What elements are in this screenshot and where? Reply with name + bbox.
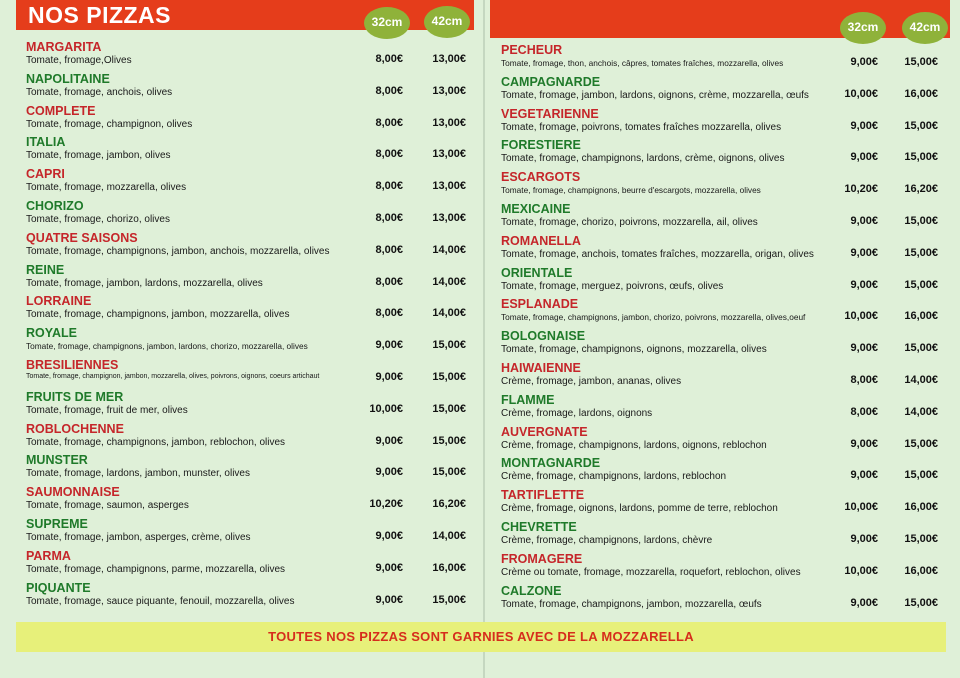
pizza-ingredients: Tomate, fromage, mozzarella, olives [26,182,187,194]
pizza-ingredients: Tomate, fromage, thon, anchois, câpres, tomates fraîches, mozzarella, olives [501,58,784,68]
price-42cm: 15,00€ [904,119,938,132]
price-42cm: 15,00€ [904,596,938,609]
pizza-name: HAIWAIENNE [501,361,581,375]
price-32cm: 8,00€ [850,374,878,386]
price-42cm: 15,00€ [904,278,938,291]
price-32cm: 9,00€ [375,561,403,574]
pizza-ingredients: Tomate, fromage, lardons, jambon, munster, olives [26,468,250,480]
price-32cm: 9,00€ [850,215,878,227]
price-32cm: 9,00€ [850,533,878,545]
price-32cm: 9,00€ [850,342,878,355]
pizza-name: ROMANELLA [501,233,581,248]
price-42cm: 15,00€ [904,215,938,227]
price-32cm: 9,00€ [375,530,403,542]
price-32cm: 9,00€ [850,469,878,482]
price-42cm: 16,00€ [432,561,466,574]
page-title: NOS PIZZAS [28,2,172,28]
pizza-name: FRUITS DE MER [26,389,124,404]
price-32cm: 9,00€ [850,596,878,609]
price-32cm: 8,00€ [375,84,403,97]
pizza-ingredients: Tomate, fromage, champignons, jambon, chorizo, poivrons, mozzarella, olives,oeuf [501,312,806,323]
size-badge-42-left: 42cm [424,6,470,38]
pizza-name: MONTAGNARDE [501,456,601,471]
price-42cm: 15,00€ [904,533,938,545]
size-badge-32-left: 32cm [364,7,410,39]
price-42cm: 13,00€ [432,148,466,161]
pizza-name: CHORIZO [26,199,84,213]
price-32cm: 10,00€ [844,564,878,577]
pizza-name: ESCARGOTS [501,170,581,185]
pizza-name: SUPREME [26,517,88,531]
pizza-ingredients: Tomate, fromage, sauce piquante, fenouil, mozzarella, olives [26,595,295,607]
pizza-name: BRESILIENNES [26,358,119,372]
pizza-ingredients: Crème, fromage, jambon, ananas, olives [501,376,682,387]
price-42cm: 15,00€ [904,342,938,355]
price-32cm: 8,00€ [375,243,403,256]
pizza-name: CALZONE [501,583,562,598]
pizza-name: BOLOGNAISE [501,329,586,344]
price-32cm: 9,00€ [375,339,403,352]
pizza-ingredients: Tomate, fromage, poivrons, tomates fraîches mozzarella, olives [501,121,782,133]
pizza-ingredients: Tomate, fromage, champignon, jambon, mozzarella, olives, poivrons, oignons, coeurs artichaut [26,373,320,380]
pizza-name: MEXICAINE [501,202,571,216]
price-42cm: 13,00€ [432,116,466,129]
pizza-name: VEGETARIENNE [501,106,599,121]
pizza-name: ROBLOCHENNE [26,421,124,436]
price-32cm: 8,00€ [375,212,403,224]
pizza-name: SAUMONNAISE [26,485,120,500]
pizza-ingredients: Tomate, fromage, champignons, oignons, mozzarella, olives [501,344,767,356]
pizza-name: REINE [26,262,65,277]
price-42cm: 15,00€ [432,466,466,479]
pizza-name: PIQUANTE [26,580,91,595]
pizza-ingredients: Tomate, fromage, chorizo, poivrons, mozzarella, ail, olives [501,217,758,228]
footer-banner [16,622,946,652]
price-42cm: 15,00€ [432,402,466,415]
pizza-ingredients: Tomate, fromage, champignon, olives [26,118,193,130]
price-32cm: 10,00€ [844,501,878,514]
price-32cm: 8,00€ [375,275,403,288]
pizza-ingredients: Tomate, fromage, champignons, jambon, reblochon, olives [26,436,286,448]
pizza-name: FROMAGERE [501,551,583,566]
price-42cm: 13,00€ [432,84,466,97]
price-42cm: 14,00€ [904,374,938,386]
price-32cm: 8,00€ [375,53,403,65]
price-32cm: 9,00€ [375,593,403,606]
pizza-ingredients: Crème, fromage, champignons, lardons, oignons, reblochon [501,439,767,451]
price-42cm: 16,00€ [904,87,938,100]
pizza-name: NAPOLITAINE [26,71,110,86]
pizza-name: FLAMME [501,392,555,407]
pizza-name: ROYALE [26,326,77,341]
price-42cm: 14,00€ [432,275,466,288]
price-32cm: 9,00€ [850,151,878,164]
price-32cm: 9,00€ [850,278,878,291]
footer-note: TOUTES NOS PIZZAS SONT GARNIES AVEC DE LA MOZZARELLA [268,629,694,644]
price-32cm: 9,00€ [850,437,878,450]
price-42cm: 14,00€ [432,530,466,542]
price-32cm: 10,00€ [369,402,403,415]
pizza-ingredients: Tomate, fromage, champignons, jambon, mozzarella, olives [26,309,290,321]
pizza-ingredients: Crème, fromage, oignons, lardons, pomme de terre, reblochon [501,503,778,515]
price-32cm: 9,00€ [850,246,878,259]
pizza-ingredients: Tomate, fromage, jambon, lardons, mozzarella, olives [26,277,263,289]
pizza-ingredients: Crème, fromage, lardons, oignons [501,407,653,419]
pizza-name: MARGARITA [26,40,102,54]
price-42cm: 16,00€ [904,310,938,323]
pizza-name: FORESTIERE [501,138,581,153]
pizza-ingredients: Tomate, fromage, champignons, lardons, crème, oignons, olives [501,153,785,165]
pizza-name: MUNSTER [26,453,88,468]
pizza-name: ESPLANADE [501,297,579,312]
price-42cm: 16,20€ [432,498,466,511]
price-42cm: 14,00€ [432,307,466,320]
pizza-name: TARTIFLETTE [501,488,585,503]
price-32cm: 10,00€ [844,87,878,100]
pizza-ingredients: Tomate, fromage, chorizo, olives [26,214,170,225]
price-42cm: 15,00€ [432,593,466,606]
price-42cm: 13,00€ [432,53,466,65]
price-32cm: 9,00€ [850,56,878,68]
pizza-name: AUVERGNATE [501,424,588,439]
pizza-ingredients: Tomate, fromage, jambon, asperges, crème, olives [26,532,251,543]
price-42cm: 16,00€ [904,501,938,514]
pizza-name: COMPLETE [26,103,96,118]
pizza-name: PECHEUR [501,43,563,57]
size-badge-42-right: 42cm [902,12,948,44]
price-42cm: 13,00€ [432,180,466,193]
price-42cm: 15,00€ [904,246,938,259]
pizza-ingredients: Tomate, fromage, anchois, olives [26,86,173,98]
pizza-ingredients: Tomate, fromage, champignons, parme, mozzarella, olives [26,563,286,575]
pizza-ingredients: Tomate, fromage, anchois, tomates fraîches, mozzarella, origan, olives [501,248,814,260]
pizza-name: CHEVRETTE [501,520,577,534]
pizza-name: ITALIA [26,135,66,150]
pizza-name: CAPRI [26,167,65,182]
price-32cm: 8,00€ [375,148,403,161]
price-32cm: 9,00€ [850,119,878,132]
price-42cm: 14,00€ [432,243,466,256]
price-32cm: 8,00€ [375,307,403,320]
pizza-ingredients: Tomate, fromage, champignons, jambon, anchois, mozzarella, olives [26,245,330,257]
pizza-ingredients: Crème, fromage, champignons, lardons, reblochon [501,471,727,483]
pizza-ingredients: Tomate, fromage, jambon, lardons, oignons, crème, mozzarella, œufs [501,89,809,101]
pizza-ingredients: Tomate, fromage,Olives [26,55,132,66]
price-32cm: 10,20€ [844,183,878,196]
price-42cm: 15,00€ [904,56,938,68]
pizza-ingredients: Crème ou tomate, fromage, mozzarella, roquefort, reblochon, olives [501,566,801,578]
price-42cm: 15,00€ [904,469,938,482]
price-32cm: 9,00€ [375,371,403,383]
price-42cm: 15,00€ [432,371,466,383]
price-32cm: 9,00€ [375,434,403,447]
pizza-name: QUATRE SAISONS [26,230,138,245]
pizza-ingredients: Tomate, fromage, champignons, jambon, lardons, chorizo, mozzarella, olives [26,341,308,352]
price-32cm: 9,00€ [375,466,403,479]
price-32cm: 8,00€ [850,405,878,418]
price-42cm: 15,00€ [432,434,466,447]
pizza-ingredients: Tomate, fromage, champignons, jambon, mozzarella, œufs [501,598,762,610]
price-42cm: 16,20€ [904,183,938,196]
pizza-name: ORIENTALE [501,265,573,280]
pizza-ingredients: Tomate, fromage, jambon, olives [26,150,171,162]
pizza-ingredients: Crème, fromage, champignons, lardons, chèvre [501,535,713,546]
page-fold [483,0,485,678]
price-42cm: 14,00€ [904,405,938,418]
size-badge-32-right: 32cm [840,12,886,44]
price-42cm: 16,00€ [904,564,938,577]
price-42cm: 15,00€ [904,437,938,450]
pizza-name: CAMPAGNARDE [501,74,601,89]
price-32cm: 8,00€ [375,116,403,129]
pizza-name: PARMA [26,548,71,563]
price-32cm: 10,20€ [369,498,403,511]
pizza-ingredients: Tomate, fromage, merguez, poivrons, œufs, olives [501,280,724,292]
price-32cm: 8,00€ [375,180,403,193]
pizza-ingredients: Tomate, fromage, fruit de mer, olives [26,404,188,416]
price-32cm: 10,00€ [844,310,878,323]
pizza-ingredients: Tomate, fromage, champignons, beurre d'escargots, mozzarella, olives [501,185,761,196]
pizza-name: LORRAINE [26,294,92,309]
pizza-ingredients: Tomate, fromage, saumon, asperges [26,500,189,512]
price-42cm: 15,00€ [904,151,938,164]
price-42cm: 15,00€ [432,339,466,352]
price-42cm: 13,00€ [432,212,466,224]
